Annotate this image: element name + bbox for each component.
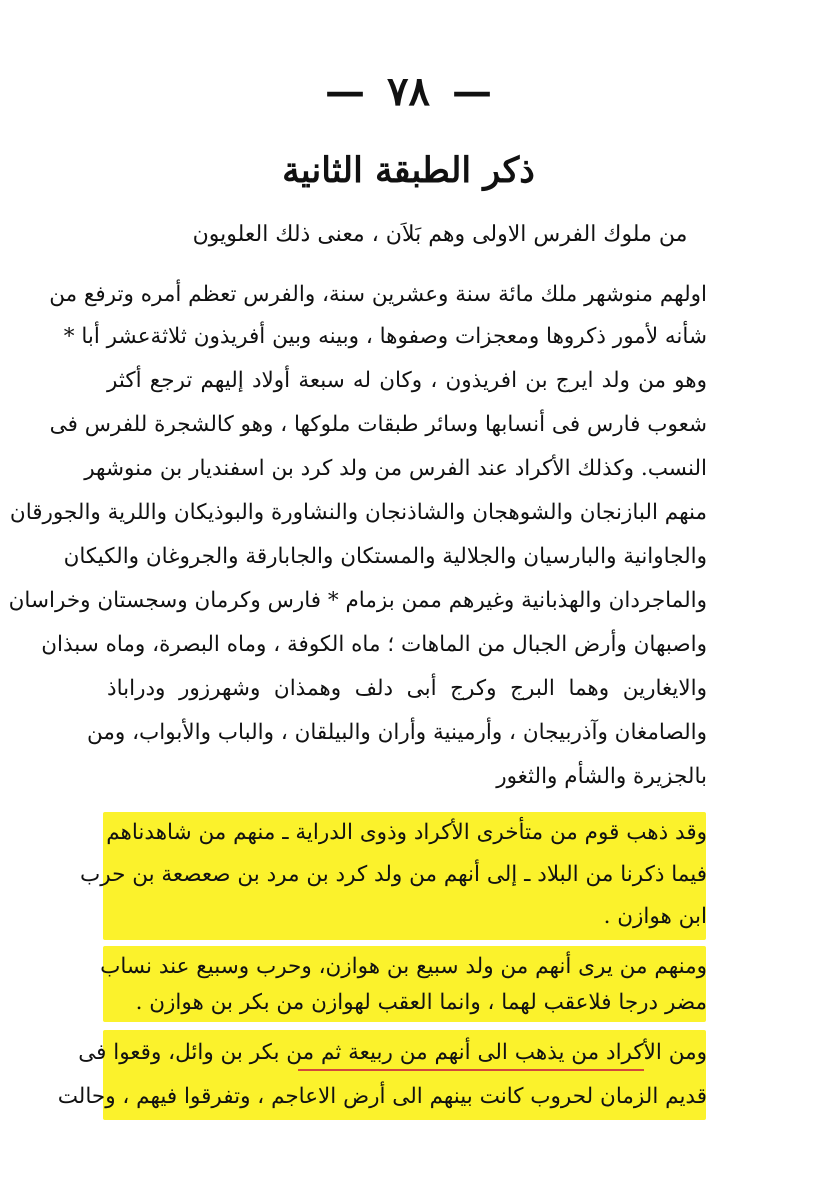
text-line: والصامغان وآذربيجان ، وأرمينية وأران والبيلقان ، والباب والأبواب، ومن <box>87 720 707 745</box>
text-line: والجاوانية والبارسيان والجلالية والمستكان والجابارقة والجروغان والكيكان <box>63 544 707 569</box>
text-line: شأنه لأمور ذكروها ومعجزات وصفوها ، وبينه وبين أفريذون ثلاثةعشر أبا * <box>63 324 707 349</box>
page-number <box>0 68 817 115</box>
highlighted-text-line: قديم الزمان لحروب كانت بينهم الى أرض الاعاجم ، وتفرقوا فيهم ، وحالت <box>57 1084 707 1109</box>
highlighted-text-line: فيما ذكرنا من البلاد ـ إلى أنهم من ولد كرد بن مرد بن صعصعة بن حرب <box>79 862 707 887</box>
text-line: والماجردان والهذبانية وغيرهم ممن بزمام * فارس وكرمان وسجستان وخراسان <box>8 588 707 613</box>
text-line: اولهم منوشهر ملك مائة سنة وعشرين سنة، والفرس تعظم أمره وترفع من <box>49 282 707 307</box>
dash-left: — <box>325 68 366 115</box>
text-line: وهو من ولد ايرج بن افريذون ، وكان له سبعة أولاد إليهم ترجع أكثر <box>107 368 707 393</box>
text-line: شعوب فارس فى أنسابها وسائر طبقات ملوكها ، وهو كالشجرة للفرس فى <box>49 412 707 437</box>
section-subtitle: من ملوك الفرس الاولى وهم بَلاَن ، معنى ذلك العلويون <box>192 222 688 247</box>
highlighted-text-line: ومنهم من يرى أنهم من ولد سبيع بن هوازن، وحرب وسبيع عند نساب <box>100 954 707 979</box>
highlighted-text-line: وقد ذهب قوم من متأخرى الأكراد وذوى الدراية ـ منهم من شاهدناهم <box>106 820 707 845</box>
text-line: واصبهان وأرض الجبال من الماهات ؛ ماه الكوفة ، وماه البصرة، وماه سبذان <box>41 632 707 657</box>
text-line: منهم البازنجان والشوهجان والشاذنجان والنشاورة والبوذيكان واللرية والجورقان <box>9 500 707 525</box>
highlighted-text-line: ومن الأكراد من يذهب الى أنهم من ربيعة ثم من بكر بن وائل، وقعوا فى <box>78 1040 707 1065</box>
page-number-value: ٧٨ <box>387 68 430 115</box>
section-title: ذكر الطبقة الثانية <box>282 150 535 191</box>
text-line: بالجزيرة والشأم والثغور <box>496 764 707 789</box>
red-underline-annotation <box>298 1069 644 1071</box>
highlighted-text-line: ابن هوازن . <box>603 904 707 929</box>
text-line: والايغارين وهما البرج وكرج أبى دلف وهمذان وشهرزور ودراباذ <box>107 676 707 701</box>
dash-right: — <box>451 68 492 115</box>
highlighted-text-line: مضر درجا فلاعقب لهما ، وانما العقب لهوازن من بكر بن هوازن . <box>135 990 707 1015</box>
text-line: النسب. وكذلك الأكراد عند الفرس من ولد كرد بن اسفنديار بن منوشهر <box>84 456 707 481</box>
